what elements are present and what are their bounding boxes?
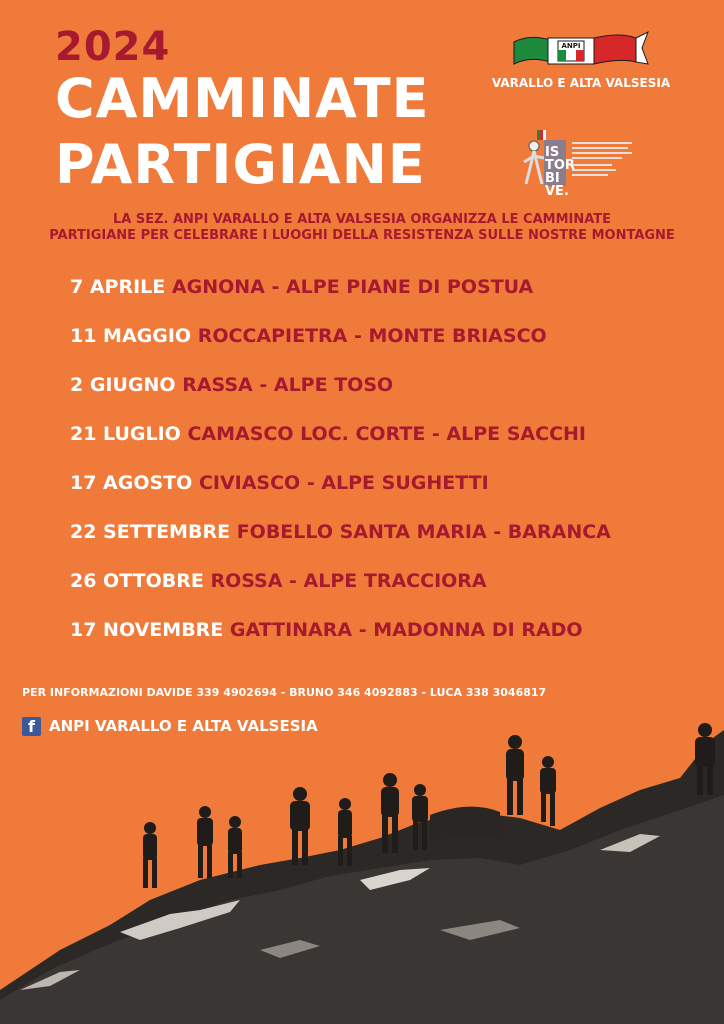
intro-text — [0, 212, 724, 245]
event-date: 26 OTTOBRE — [70, 570, 204, 592]
event-place: ROCCAPIETRA - MONTE BRIASCO — [197, 325, 547, 347]
title-line-2: PARTIGIANE — [55, 133, 426, 196]
intro-line-1: LA SEZ. ANPI VARALLO E ALTA VALSESIA ORGANIZZA LE CAMMINATE — [112, 212, 612, 227]
title-line-1: CAMMINATE — [55, 67, 430, 130]
event-item — [70, 570, 487, 592]
contact-info: PER INFORMAZIONI DAVIDE 339 4902694 - BRUNO 346 4092883 - LUCA 338 3046817 — [22, 686, 547, 699]
event-item — [70, 325, 547, 347]
istorbive-text-2: TOR — [545, 158, 575, 173]
event-date: 11 MAGGIO — [70, 325, 192, 347]
event-date: 7 APRILE — [70, 276, 166, 298]
event-item — [70, 374, 393, 396]
event-date: 17 AGOSTO — [70, 472, 193, 494]
event-item — [70, 423, 586, 445]
istorbive-logo — [516, 128, 642, 188]
event-item — [70, 521, 611, 543]
facebook-page-name: ANPI VARALLO E ALTA VALSESIA — [49, 717, 318, 735]
event-place: CAMASCO LOC. CORTE - ALPE SACCHI — [187, 423, 586, 445]
istorbive-text-4: VE. — [545, 184, 569, 199]
event-date: 22 SETTEMBRE — [70, 521, 231, 543]
partisans-photo — [0, 700, 724, 1024]
facebook-icon: f — [22, 717, 41, 736]
event-place: FOBELLO SANTA MARIA - BARANCA — [236, 521, 611, 543]
event-date: 21 LUGLIO — [70, 423, 181, 445]
event-item — [70, 276, 533, 298]
istorbive-text-1: IS — [545, 145, 560, 160]
org-name: VARALLO E ALTA VALSESIA — [491, 76, 671, 90]
event-place: GATTINARA - MADONNA DI RADO — [229, 619, 583, 641]
event-place: RASSA - ALPE TOSO — [182, 374, 394, 396]
event-place: CIVIASCO - ALPE SUGHETTI — [198, 472, 489, 494]
event-item — [70, 472, 489, 494]
year-heading: 2024 — [55, 24, 171, 70]
intro-line-2: PARTIGIANE PER CELEBRARE I LUOGHI DELLA RESISTENZA SULLE NOSTRE MONTAGNE — [49, 228, 675, 244]
istorbive-text-3: BI — [545, 171, 560, 186]
event-item — [70, 619, 583, 641]
facebook-link[interactable] — [22, 716, 318, 736]
event-place: ROSSA - ALPE TRACCIORA — [210, 570, 487, 592]
anpi-flag-logo — [510, 28, 650, 74]
anpi-flag-text: ANPI — [561, 42, 581, 50]
event-date: 2 GIUGNO — [70, 374, 176, 396]
event-date: 17 NOVEMBRE — [70, 619, 224, 641]
event-place: AGNONA - ALPE PIANE DI POSTUA — [171, 276, 534, 298]
istorbive-text — [545, 146, 575, 198]
